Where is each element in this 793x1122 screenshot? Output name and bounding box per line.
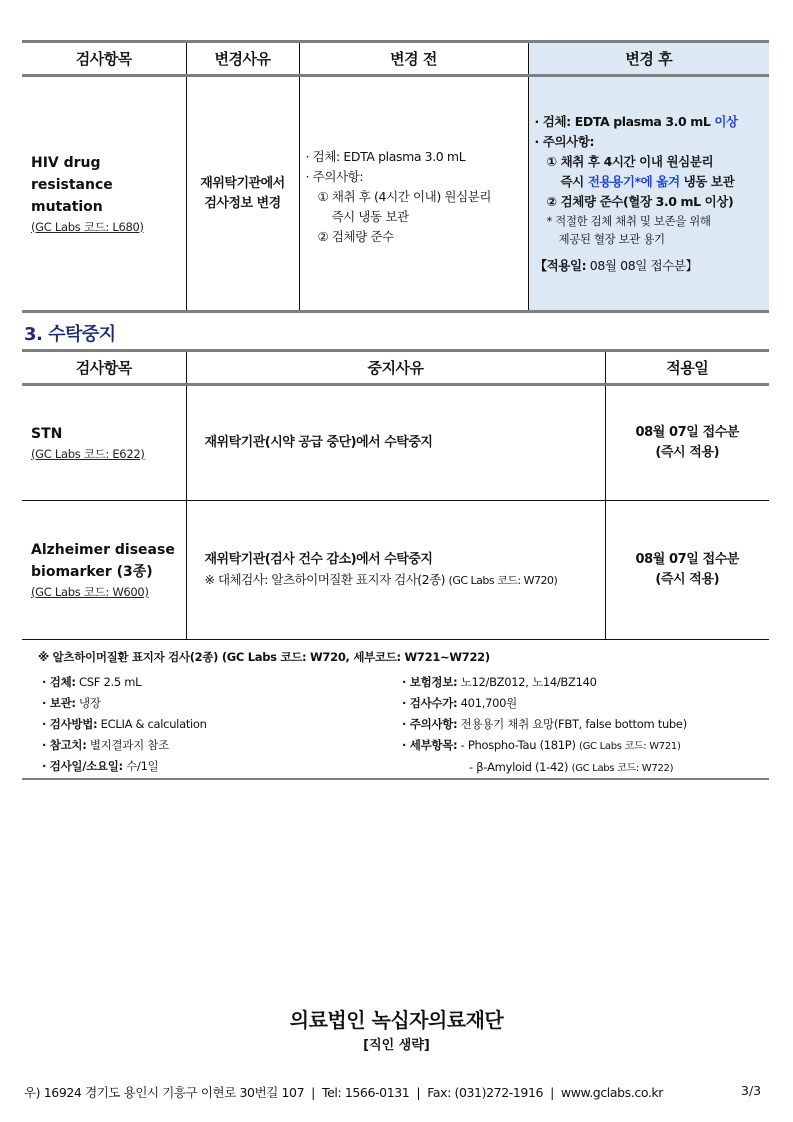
reason-text-2: 검사정보 변경 xyxy=(204,195,281,211)
after-container-highlight: 전용용기*에 옮겨 xyxy=(587,173,680,189)
info-storage: · 보관: 냉장 xyxy=(42,696,101,710)
item-name: STN xyxy=(31,426,63,442)
info-insurance: · 보험정보: 노12/BZ012, 노14/BZ140 xyxy=(402,675,597,689)
section-title: 3. 수탁중지 xyxy=(24,324,116,345)
item-name-2: mutation xyxy=(31,198,103,215)
item-code-link[interactable]: (GC Labs 코드: L680) xyxy=(31,219,144,234)
reason-cell xyxy=(186,76,299,312)
after-specimen-highlight: 이상 xyxy=(714,113,738,129)
item-name: Alzheimer disease xyxy=(31,542,175,558)
before-caution-1: ① 채취 후 (4시간 이내) 원심분리 xyxy=(317,188,492,204)
item-name: HIV drug resistance xyxy=(31,154,113,193)
before-specimen: · 검체: EDTA plasma 3.0 mL xyxy=(305,148,466,164)
after-note-1: * 적절한 검체 채취 및 보존을 위해 xyxy=(546,213,711,228)
before-caution-2: ② 검체량 준수 xyxy=(317,228,394,244)
table-row xyxy=(22,76,769,312)
stop-reason: 재위탁기관(검사 건수 감소)에서 수탁중지 xyxy=(204,551,433,567)
header-item: 검사항목 xyxy=(22,42,186,76)
item-cell xyxy=(22,385,186,501)
separator: | xyxy=(416,1085,421,1100)
header-item: 검사항목 xyxy=(22,351,186,385)
info-fee: · 검사수가: 401,700원 xyxy=(402,696,517,710)
table-row xyxy=(22,385,769,501)
separator: | xyxy=(550,1085,554,1100)
before-caution-1b: 즉시 냉동 보관 xyxy=(331,208,409,224)
item-code-link[interactable]: (GC Labs 코드: W600) xyxy=(31,585,149,599)
before-cell xyxy=(299,76,528,312)
apply-date: 08월 07일 접수분 xyxy=(635,425,740,440)
after-caution-label: · 주의사항: xyxy=(534,133,595,149)
suspension-table xyxy=(22,349,769,640)
header-before: 변경 전 xyxy=(299,42,528,76)
table-row xyxy=(22,501,769,640)
info-sub-items-cont: - β-Amyloid (1-42) (GC Labs 코드: W722) xyxy=(469,760,674,774)
after-cell xyxy=(528,76,769,312)
page-number: 3/3 xyxy=(741,1083,762,1098)
apply-note: (즉시 적용) xyxy=(655,445,720,460)
footer-fax: Fax: (031)272-1916 xyxy=(427,1085,544,1100)
item-cell xyxy=(22,501,186,640)
apply-cell xyxy=(605,385,769,501)
footer-website-link[interactable]: www.gclabs.co.kr xyxy=(560,1085,663,1100)
apply-date: 【적용일: 08월 08일 접수분】 xyxy=(534,257,698,273)
footer-address: 우) 16924 경기도 용인시 기흥구 이현로 30번길 107 xyxy=(24,1085,305,1100)
info-right-column xyxy=(402,672,687,779)
item-code-link[interactable]: (GC Labs 코드: E622) xyxy=(31,447,145,461)
after-caution-2: ② 검체량 준수(혈장 3.0 mL 이상) xyxy=(546,193,734,209)
info-reference: · 참고치: 별지결과지 참조 xyxy=(42,738,169,752)
info-title: ※ 알츠하이머질환 표지자 검사(2종) (GC Labs 코드: W720, 세부코드: W721~W722) xyxy=(38,650,490,664)
after-caution-1b: 즉시 전용용기*에 옮겨 냉동 보관 xyxy=(560,173,735,189)
organization-name: 의료법인 녹십자의료재단 xyxy=(289,1008,504,1032)
apply-note: (즉시 적용) xyxy=(655,572,720,587)
alternative-test: ※ 대체검사: 알츠하이머질환 표지자 검사(2종) (GC Labs 코드: W720) xyxy=(204,571,558,587)
alternative-test-info xyxy=(22,640,769,780)
info-method: · 검사방법: ECLIA & calculation xyxy=(42,717,207,731)
reason-text: 재위탁기관에서 xyxy=(200,175,285,191)
after-caution-1: ① 채취 후 4시간 이내 원심분리 xyxy=(546,153,714,169)
stop-reason: 재위탁기관(시약 공급 중단)에서 수탁중지 xyxy=(204,435,433,450)
before-caution-label: · 주의사항: xyxy=(305,168,364,184)
info-left-column xyxy=(42,672,207,777)
after-note-2: 제공된 혈장 보관 용기 xyxy=(558,231,665,246)
after-specimen: · 검체: EDTA plasma 3.0 mL 이상 xyxy=(534,113,738,129)
apply-cell xyxy=(605,501,769,640)
info-caution: · 주의사항: 전용용기 채취 요망(FBT, false bottom tube) xyxy=(402,717,687,731)
header-stop-reason: 중지사유 xyxy=(186,351,605,385)
header-reason: 변경사유 xyxy=(186,42,299,76)
change-table-header xyxy=(22,42,769,76)
apply-date: 08월 07일 접수분 xyxy=(635,552,740,567)
item-name-2: biomarker (3종) xyxy=(31,564,153,580)
header-after: 변경 후 xyxy=(528,42,769,76)
separator: | xyxy=(311,1085,315,1100)
info-specimen: · 검체: CSF 2.5 mL xyxy=(42,675,142,689)
stop-reason-cell xyxy=(186,385,605,501)
suspension-table-header xyxy=(22,351,769,385)
footer xyxy=(24,1083,663,1101)
seal-omitted: [직인 생략] xyxy=(363,1038,430,1053)
info-schedule: · 검사일/소요일: 수/1일 xyxy=(42,759,159,773)
header-apply-date: 적용일 xyxy=(605,351,769,385)
item-cell xyxy=(22,76,186,312)
stop-reason-cell xyxy=(186,501,605,640)
info-sub-items: · 세부항목: - Phospho-Tau (181P) (GC Labs 코드: W721) xyxy=(402,738,681,752)
footer-tel: Tel: 1566-0131 xyxy=(321,1085,410,1100)
change-table xyxy=(22,40,769,313)
